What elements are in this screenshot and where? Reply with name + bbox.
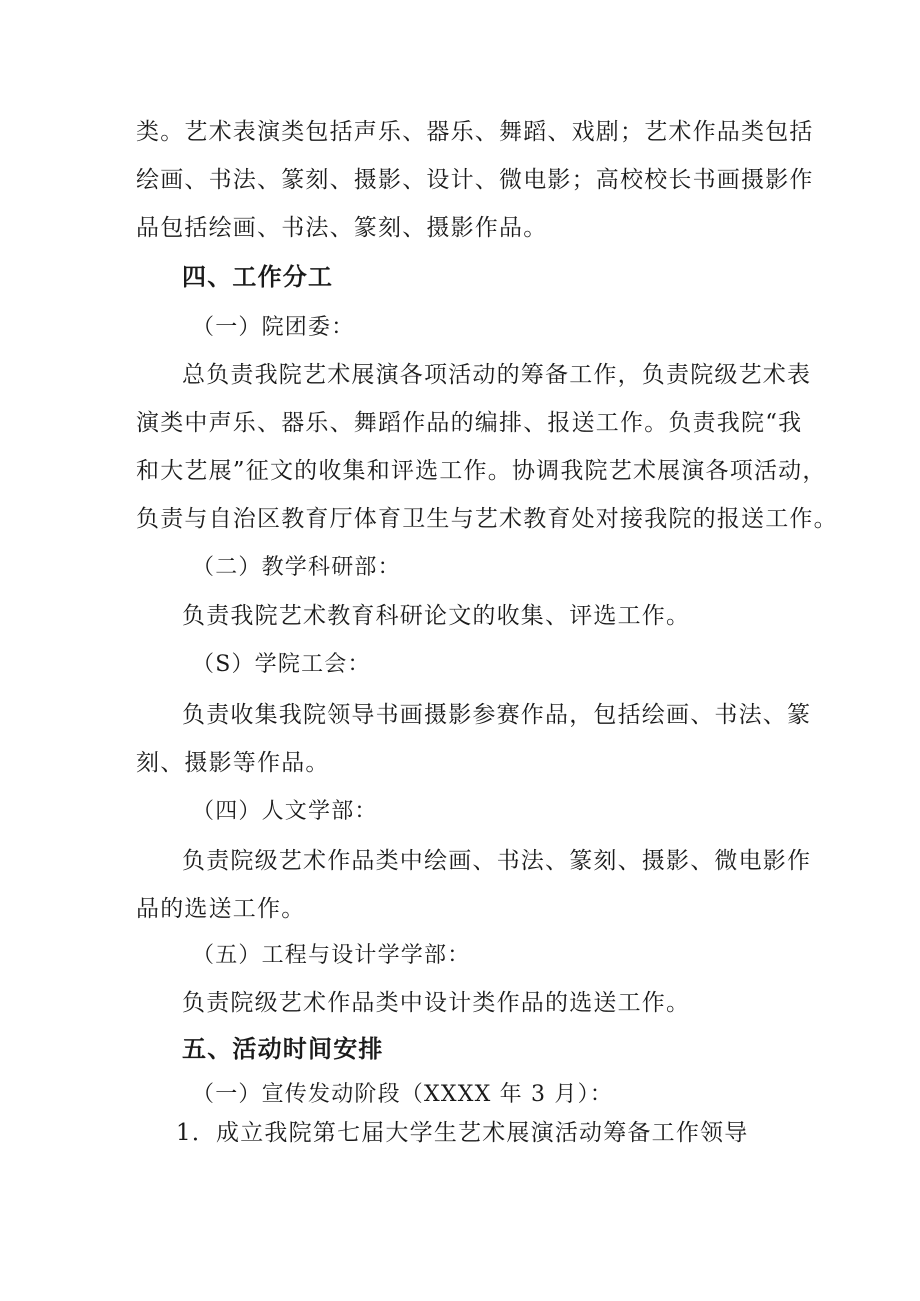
body-text-line: 负责我院艺术教育科研论文的收集、评选工作。 — [182, 603, 691, 629]
body-text-line: 负责与自治区教育厅体育卫生与艺术教育处对接我院的报送工作。 — [136, 506, 838, 532]
subsection-heading: （四）人文学部： — [192, 799, 378, 824]
body-text-line: 和大艺展”征文的收集和评选工作。协调我院艺术展演各项活动， — [136, 458, 827, 484]
body-text-line: 负责院级艺术作品类中设计类作品的选送工作。 — [182, 990, 691, 1016]
section-heading: 四、工作分工 — [182, 263, 334, 291]
subsection-heading: （二）教学科研部： — [192, 555, 401, 580]
body-text-line: 负责院级艺术作品类中绘画、书法、篆刻、摄影、微电影作 — [182, 848, 812, 874]
body-text-line: 绘画、书法、篆刻、摄影、设计、微电影；高校校长书画摄影作 — [136, 167, 814, 193]
body-text-line: 演类中声乐、器乐、舞蹈作品的编排、报送工作。负责我院“我 — [136, 410, 803, 436]
section-heading: 五、活动时间安排 — [182, 1035, 384, 1063]
body-text-line: 品的选送工作。 — [136, 896, 306, 922]
body-text-line: 刻、摄影等作品。 — [136, 750, 330, 776]
subsection-heading: （一）宣传发动阶段（XXXX 年 3 月）： — [192, 1082, 614, 1107]
body-text-line: 负责收集我院领导书画摄影参赛作品，包括绘画、书法、篆 — [182, 702, 812, 728]
body-text-line: 总负责我院艺术展演各项活动的筹备工作，负责院级艺术表 — [182, 362, 812, 388]
subsection-heading: （一）院团委： — [192, 315, 355, 340]
list-item: 1．成立我院第七届大学生艺术展演活动筹备工作领导 — [176, 1120, 749, 1146]
body-text-line: 品包括绘画、书法、篆刻、摄影作品。 — [136, 215, 548, 241]
subsection-heading: （S）学院工会： — [192, 652, 371, 677]
body-text-line: 类。艺术表演类包括声乐、器乐、舞蹈、戏剧；艺术作品类包括 — [136, 119, 814, 145]
subsection-heading: （五）工程与设计学学部： — [192, 943, 471, 968]
